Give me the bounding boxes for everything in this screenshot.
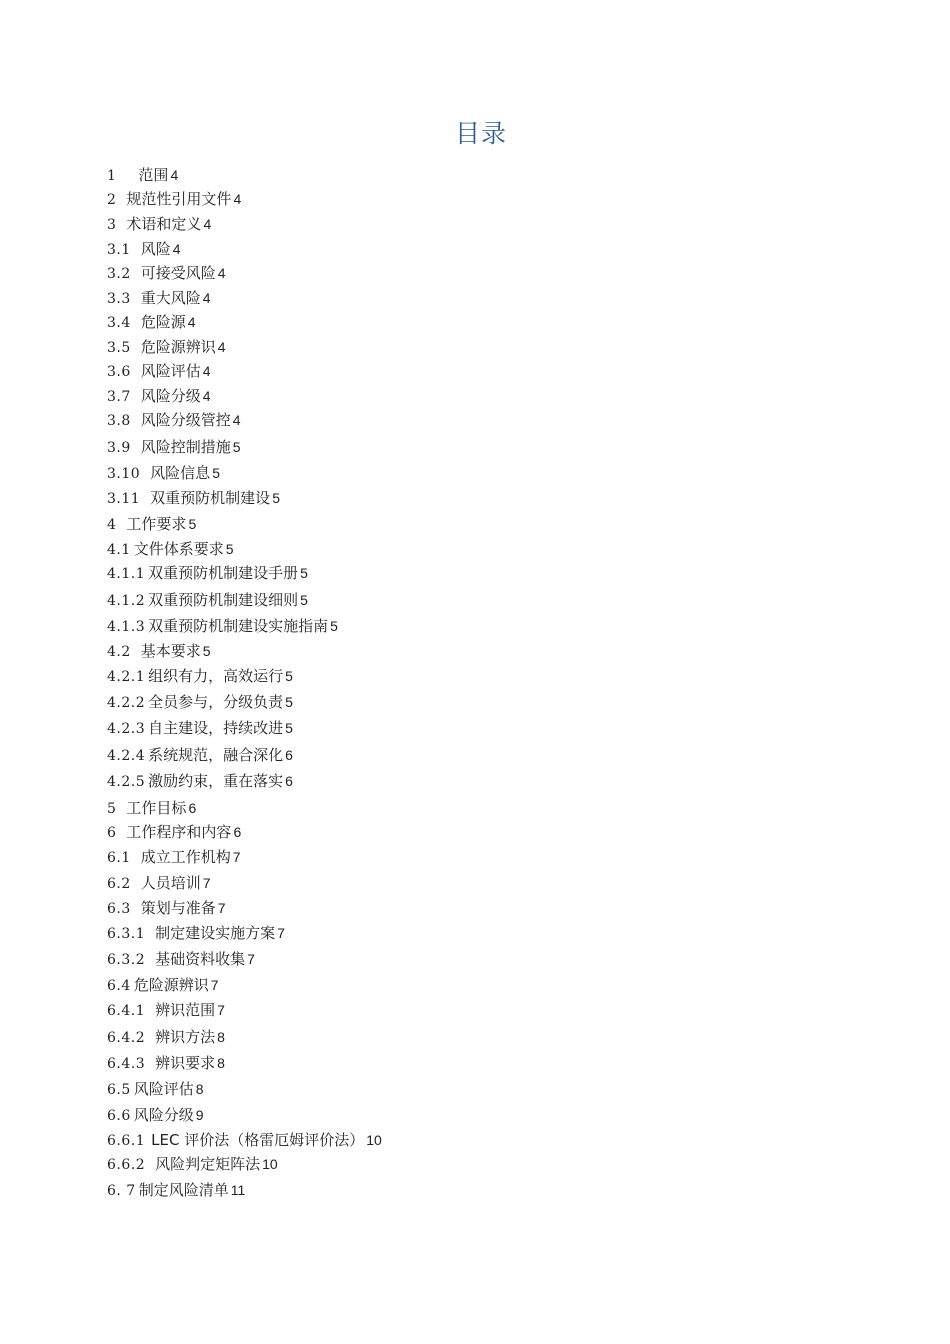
toc-entry[interactable] xyxy=(107,846,241,868)
toc-entry[interactable] xyxy=(107,640,211,662)
toc-entry-title: 基本要求 xyxy=(140,642,201,660)
toc-entry-number: 4 xyxy=(107,517,117,533)
toc-entry-page-number: 6 xyxy=(285,747,293,763)
toc-entry-title: 风险判定矩阵法 xyxy=(155,1155,261,1173)
toc-entry[interactable] xyxy=(107,744,293,766)
toc-entry-page-number: 10 xyxy=(262,1156,278,1172)
toc-entry-title: 双重预防机制建设手册 xyxy=(148,564,299,582)
toc-entry-number: 6.5 xyxy=(107,1082,131,1098)
toc-title: 目录 xyxy=(454,119,507,148)
toc-entry[interactable] xyxy=(107,213,211,235)
toc-entry[interactable] xyxy=(107,1078,204,1100)
toc-entry[interactable] xyxy=(107,717,293,739)
toc-entry-title: 双重预防机制建设实施指南 xyxy=(148,617,329,635)
toc-entry-number: 4.1.2 xyxy=(107,593,146,609)
toc-entry-page-number: 6 xyxy=(188,800,197,816)
toc-entry-title: 策划与准备 xyxy=(140,899,216,917)
toc-entry[interactable] xyxy=(107,897,226,919)
toc-entry-page-number: 5 xyxy=(212,465,220,481)
toc-entry-page-number: 6 xyxy=(233,824,242,840)
toc-entry-number: 6.1 xyxy=(107,850,131,866)
toc-entry-number: 3.9 xyxy=(107,440,131,456)
toc-entry-number: 4.1.3 xyxy=(107,619,146,635)
toc-entry-page-number: 4 xyxy=(170,167,179,183)
toc-entry-number: 4.2.2 xyxy=(107,695,146,711)
toc-entry-number: 5 xyxy=(107,801,117,817)
toc-entry[interactable] xyxy=(107,238,181,260)
toc-entry-number: 4.1 xyxy=(107,542,131,558)
toc-entry-number: 2 xyxy=(107,192,117,208)
toc-entry-number: 3.8 xyxy=(107,413,131,429)
toc-entry-page-number: 7 xyxy=(217,900,226,916)
toc-entry-page-number: 5 xyxy=(300,565,308,581)
toc-entry[interactable] xyxy=(107,974,219,996)
toc-entry-page-number: 4 xyxy=(202,290,211,306)
toc-entry-number: 4.2 xyxy=(107,644,131,660)
toc-entry-number: 4.1.1 xyxy=(107,566,146,582)
toc-entry-title: 规范性引用文件 xyxy=(126,190,232,208)
toc-entry-title: 风险信息 xyxy=(150,464,211,482)
toc-entry-page-number: 9 xyxy=(195,1107,204,1123)
toc-entry-page-number: 6 xyxy=(285,773,293,789)
toc-entry-number: 6. 7 xyxy=(107,1183,136,1199)
toc-entry-number: 3.5 xyxy=(107,340,131,356)
toc-entry-number: 3.1 xyxy=(107,242,131,258)
toc-entry-number: 4.2.3 xyxy=(107,721,146,737)
toc-entry-number: 3.2 xyxy=(107,266,131,282)
toc-entry-title: 风险控制措施 xyxy=(140,438,231,456)
toc-entry-page-number: 4 xyxy=(202,388,211,404)
toc-entry-number: 3.4 xyxy=(107,315,131,331)
toc-entry-title: LEC 评价法（格雷厄姆评价法） xyxy=(151,1131,365,1149)
toc-entry[interactable] xyxy=(107,821,241,843)
toc-entry[interactable] xyxy=(107,665,293,687)
toc-entry[interactable] xyxy=(107,436,241,458)
toc-entry-title: 重大风险 xyxy=(140,289,201,307)
toc-entry-title: 系统规范，融合深化 xyxy=(148,746,284,764)
toc-entry-title: 基础资料收集 xyxy=(155,950,246,968)
toc-entry-page-number: 5 xyxy=(300,592,308,608)
toc-entry[interactable] xyxy=(107,562,308,584)
toc-entry-page-number: 11 xyxy=(230,1182,246,1198)
toc-entry[interactable] xyxy=(107,999,225,1021)
toc-entry[interactable] xyxy=(107,385,211,407)
toc-entry-title: 工作程序和内容 xyxy=(126,823,232,841)
toc-entry-title: 可接受风险 xyxy=(140,264,216,282)
toc-entry[interactable] xyxy=(107,311,196,333)
toc-entry-number: 3.6 xyxy=(107,364,131,380)
toc-entry-page-number: 5 xyxy=(330,618,338,634)
toc-entry-title: 双重预防机制建设 xyxy=(150,489,271,507)
toc-entry-page-number: 4 xyxy=(172,241,181,257)
toc-entry-title: 制定风险清单 xyxy=(138,1181,229,1199)
toc-entry-page-number: 5 xyxy=(232,439,241,455)
toc-entry[interactable] xyxy=(107,1179,245,1201)
toc-entry-number: 4.2.1 xyxy=(107,669,146,685)
toc-entry[interactable] xyxy=(107,487,280,509)
toc-entry-title: 风险分级 xyxy=(133,1106,194,1124)
toc-entry[interactable] xyxy=(107,513,196,535)
toc-entry[interactable] xyxy=(107,188,241,210)
toc-entry-page-number: 7 xyxy=(210,977,219,993)
toc-entry-page-number: 4 xyxy=(202,363,211,379)
toc-entry-page-number: 5 xyxy=(285,668,293,684)
toc-entry[interactable] xyxy=(107,922,285,944)
toc-entry-page-number: 8 xyxy=(217,1055,225,1071)
toc-entry-page-number: 4 xyxy=(203,216,212,232)
toc-entry[interactable] xyxy=(107,948,255,970)
toc-entry-number: 3.3 xyxy=(107,291,131,307)
toc-entry-page-number: 5 xyxy=(225,541,234,557)
toc-entry-number: 6.3.2 xyxy=(107,952,146,968)
toc-entry[interactable] xyxy=(107,1153,278,1175)
toc-entry-number: 6.3 xyxy=(107,901,131,917)
toc-entry-number: 6 xyxy=(107,825,117,841)
toc-entry-title: 工作要求 xyxy=(126,515,187,533)
toc-entry-title: 全员参与，分级负责 xyxy=(148,693,284,711)
toc-entry[interactable] xyxy=(107,1104,204,1126)
toc-entry-title: 危险源 xyxy=(140,313,186,331)
toc-entry[interactable] xyxy=(107,797,196,819)
toc-entry-number: 3.10 xyxy=(107,466,141,482)
toc-entry-number: 6.4 xyxy=(107,978,131,994)
toc-entry-page-number: 4 xyxy=(233,191,242,207)
toc-entry-title: 工作目标 xyxy=(126,799,187,817)
toc-entry[interactable] xyxy=(107,1026,225,1048)
toc-entry[interactable] xyxy=(107,1129,382,1151)
toc-entry-page-number: 5 xyxy=(188,516,197,532)
toc-entry-title: 危险源辨识 xyxy=(140,338,216,356)
toc-entry-title: 范围 xyxy=(138,166,169,184)
toc-entry-number: 6.6.2 xyxy=(107,1157,146,1173)
toc-entry-title: 成立工作机构 xyxy=(140,848,231,866)
toc-entry-title: 术语和定义 xyxy=(126,215,202,233)
toc-entry[interactable] xyxy=(107,872,211,894)
toc-entry-page-number: 4 xyxy=(217,339,226,355)
toc-entry[interactable] xyxy=(107,1052,225,1074)
toc-entry[interactable] xyxy=(107,262,226,284)
toc-entry-page-number: 4 xyxy=(187,314,196,330)
toc-entry-number: 6.4.2 xyxy=(107,1030,146,1046)
toc-entry-title: 辨识方法 xyxy=(155,1028,216,1046)
toc-entry-title: 文件体系要求 xyxy=(133,540,224,558)
toc-entry-title: 风险评估 xyxy=(133,1080,194,1098)
toc-entry-number: 6.6.1 xyxy=(107,1133,146,1149)
toc-entry-title: 辨识要求 xyxy=(155,1054,216,1072)
toc-entry-page-number: 4 xyxy=(232,412,241,428)
toc-entry-title: 制定建设实施方案 xyxy=(155,924,276,942)
toc-entry-number: 6.6 xyxy=(107,1108,131,1124)
toc-entry-title: 自主建设，持续改进 xyxy=(148,719,284,737)
toc-entry-page-number: 8 xyxy=(217,1029,225,1045)
toc-entry[interactable] xyxy=(107,691,293,713)
toc-entry-page-number: 7 xyxy=(232,849,241,865)
toc-entry-title: 危险源辨识 xyxy=(133,976,209,994)
toc-entry-number: 3 xyxy=(107,217,117,233)
toc-entry-title: 风险分级管控 xyxy=(140,411,231,429)
toc-entry-title: 激励约束，重在落实 xyxy=(148,772,284,790)
toc-entry-title: 辨识范围 xyxy=(155,1001,216,1019)
toc-entry-title: 双重预防机制建设细则 xyxy=(148,591,299,609)
toc-entry-number: 4.2.5 xyxy=(107,774,146,790)
toc-entry[interactable] xyxy=(107,409,241,431)
toc-entry-number: 6.4.1 xyxy=(107,1003,146,1019)
toc-entry[interactable] xyxy=(107,462,220,484)
toc-entry-number: 3.7 xyxy=(107,389,131,405)
toc-entry-title: 风险 xyxy=(140,240,171,258)
toc-entry[interactable] xyxy=(107,287,211,309)
toc-entry-page-number: 5 xyxy=(285,694,293,710)
toc-entry[interactable] xyxy=(107,589,308,611)
toc-entry-title: 风险分级 xyxy=(140,387,201,405)
toc-entry-number: 4.2.4 xyxy=(107,748,146,764)
toc-entry[interactable] xyxy=(107,336,226,358)
toc-entry-page-number: 7 xyxy=(247,951,255,967)
toc-entry[interactable] xyxy=(107,615,338,637)
toc-entry[interactable] xyxy=(107,164,178,186)
toc-entry-page-number: 7 xyxy=(277,925,285,941)
toc-entry[interactable] xyxy=(107,770,293,792)
toc-entry[interactable] xyxy=(107,538,234,560)
toc-entry-number: 6.2 xyxy=(107,876,131,892)
toc-entry-page-number: 7 xyxy=(202,875,211,891)
toc-entry-page-number: 10 xyxy=(366,1132,382,1148)
toc-entry-page-number: 7 xyxy=(217,1002,225,1018)
toc-entry-page-number: 4 xyxy=(217,265,226,281)
toc-entry-title: 人员培训 xyxy=(140,874,201,892)
toc-entry-page-number: 8 xyxy=(195,1081,204,1097)
toc-entry-page-number: 5 xyxy=(272,490,280,506)
toc-entry-page-number: 5 xyxy=(202,643,211,659)
toc-entry-title: 风险评估 xyxy=(140,362,201,380)
toc-entry-number: 6.4.3 xyxy=(107,1056,146,1072)
toc-entry-title: 组织有力，高效运行 xyxy=(148,667,284,685)
toc-entry-number: 3.11 xyxy=(107,491,141,507)
toc-entry[interactable] xyxy=(107,360,211,382)
toc-entry-number: 1 xyxy=(107,168,117,184)
toc-entry-number: 6.3.1 xyxy=(107,926,146,942)
toc-entry-page-number: 5 xyxy=(285,720,293,736)
